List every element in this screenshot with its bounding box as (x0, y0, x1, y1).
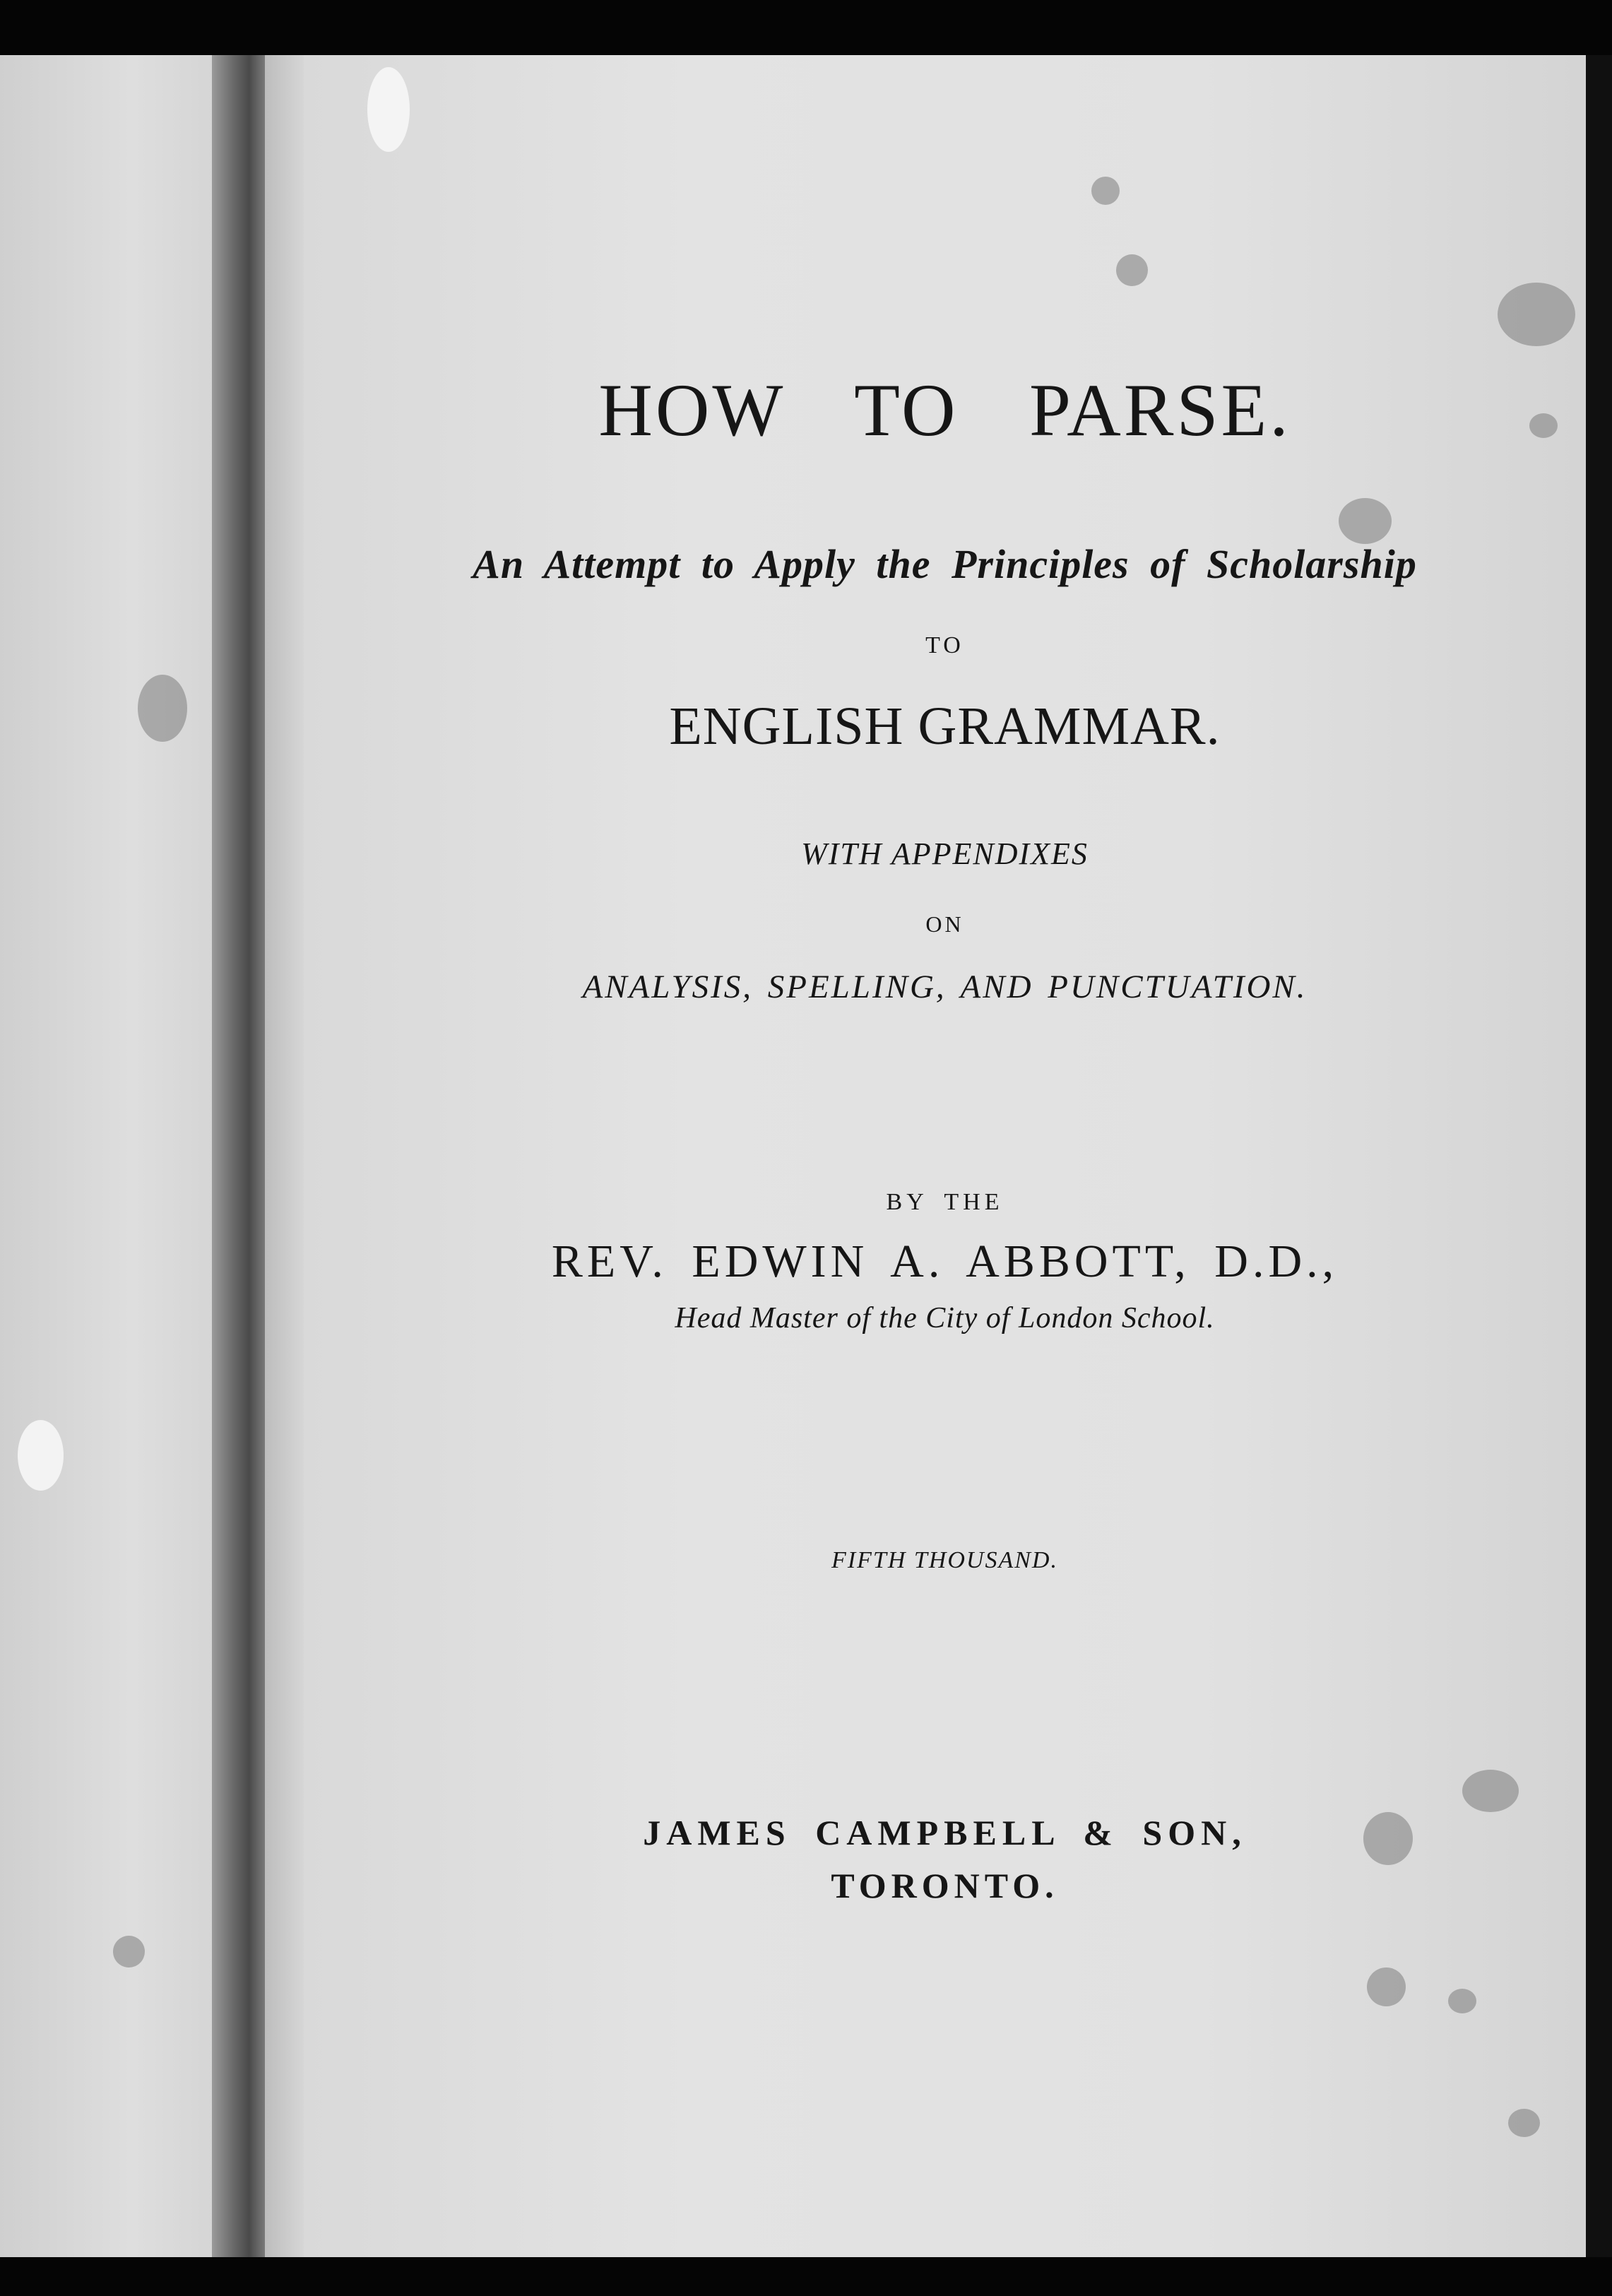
publisher-name: JAMES CAMPBELL & SON, (643, 1813, 1247, 1852)
appendixes-connector: ON (925, 911, 964, 937)
author-name: REV. EDWIN A. ABBOTT, D.D., (551, 1236, 1339, 1287)
paper-speck (113, 1936, 145, 1967)
book-subject: ENGLISH GRAMMAR. (669, 697, 1221, 756)
paper-blemish (367, 67, 410, 152)
book-subtitle: An Attempt to Apply the Principles of Scholarship (473, 541, 1417, 587)
paper-blemish (18, 1420, 64, 1491)
scan-top-border (0, 0, 1612, 64)
paper-speck (1367, 1967, 1406, 2006)
paper-speck (1091, 177, 1120, 205)
author-title: Head Master of the City of London School. (675, 1302, 1215, 1335)
paper-speck (138, 675, 187, 742)
paper-speck (1116, 254, 1148, 286)
subtitle-connector: TO (925, 632, 964, 658)
scan-right-border (1586, 55, 1612, 2263)
page-gutter (265, 55, 307, 2263)
book-title: HOW TO PARSE. (598, 369, 1291, 451)
paper-speck (1508, 2109, 1540, 2137)
paper-speck (1339, 498, 1392, 544)
paper-speck (1498, 283, 1575, 346)
appendixes-topics: ANALYSIS, SPELLING, AND PUNCTUATION. (582, 969, 1308, 1005)
left-page-leaf (0, 55, 240, 2263)
edition-statement: FIFTH THOUSAND. (831, 1547, 1058, 1573)
appendixes-heading: WITH APPENDIXES (801, 836, 1089, 871)
byline-prefix: BY THE (886, 1189, 1004, 1215)
paper-speck (1462, 1770, 1519, 1812)
publisher-city: TORONTO. (831, 1866, 1059, 1905)
book-spine-shadow (212, 55, 265, 2263)
paper-speck (1448, 1989, 1476, 2013)
scan-bottom-border (0, 2257, 1612, 2296)
